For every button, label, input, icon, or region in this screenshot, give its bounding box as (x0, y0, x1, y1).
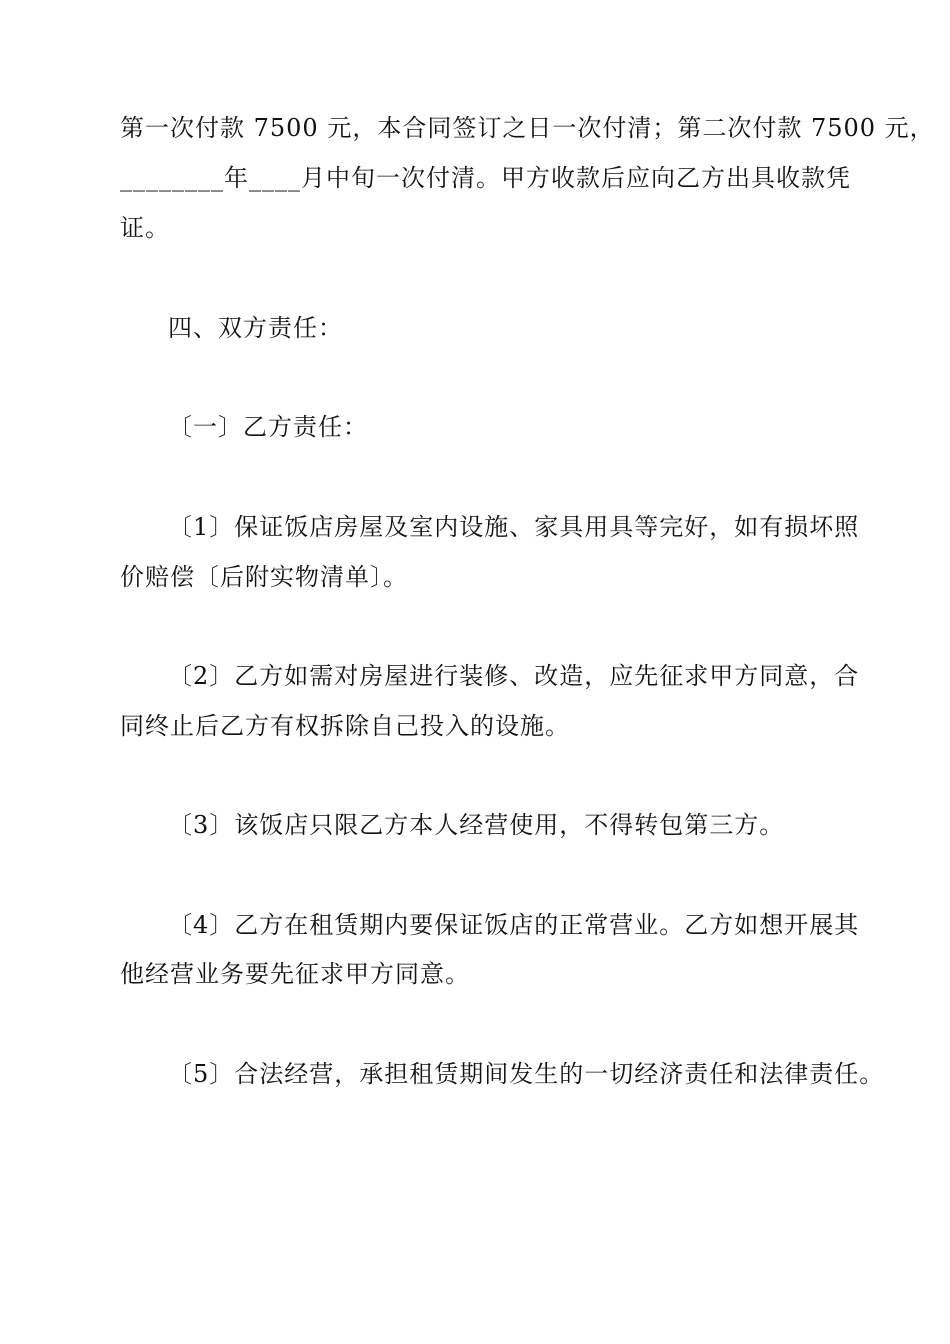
item-1-line-1: 〔1〕保证饭店房屋及室内设施、家具用具等完好，如有损坏照 (168, 513, 860, 541)
payment-line-1: 第一次付款 7500 元，本合同签订之日一次付清；第二次付款 7500 元， (120, 114, 935, 142)
item-2-line-2: 同终止后乙方有权拆除自己投入的设施。 (120, 712, 570, 740)
payment-line-2: ________年____月中旬一次付清。甲方收款后应向乙方出具收款凭 (120, 164, 851, 192)
item-3-line-1: 〔3〕该饭店只限乙方本人经营使用，不得转包第三方。 (168, 811, 785, 839)
payment-line-3: 证。 (120, 214, 170, 242)
item-5-line-1: 〔5〕合法经营，承担租赁期间发生的一切经济责任和法律责任。 (168, 1060, 885, 1088)
item-4-line-1: 〔4〕乙方在租赁期内要保证饭店的正常营业。乙方如想开展其 (168, 911, 860, 939)
section-heading: 四、双方责任： (168, 314, 343, 342)
item-2-line-1: 〔2〕乙方如需对房屋进行装修、改造，应先征求甲方同意，合 (168, 662, 860, 690)
item-4-line-2: 他经营业务要先征求甲方同意。 (120, 960, 470, 988)
item-1-line-2: 价赔偿〔后附实物清单〕。 (120, 563, 408, 591)
subsection-heading: 〔一〕乙方责任： (168, 413, 368, 441)
